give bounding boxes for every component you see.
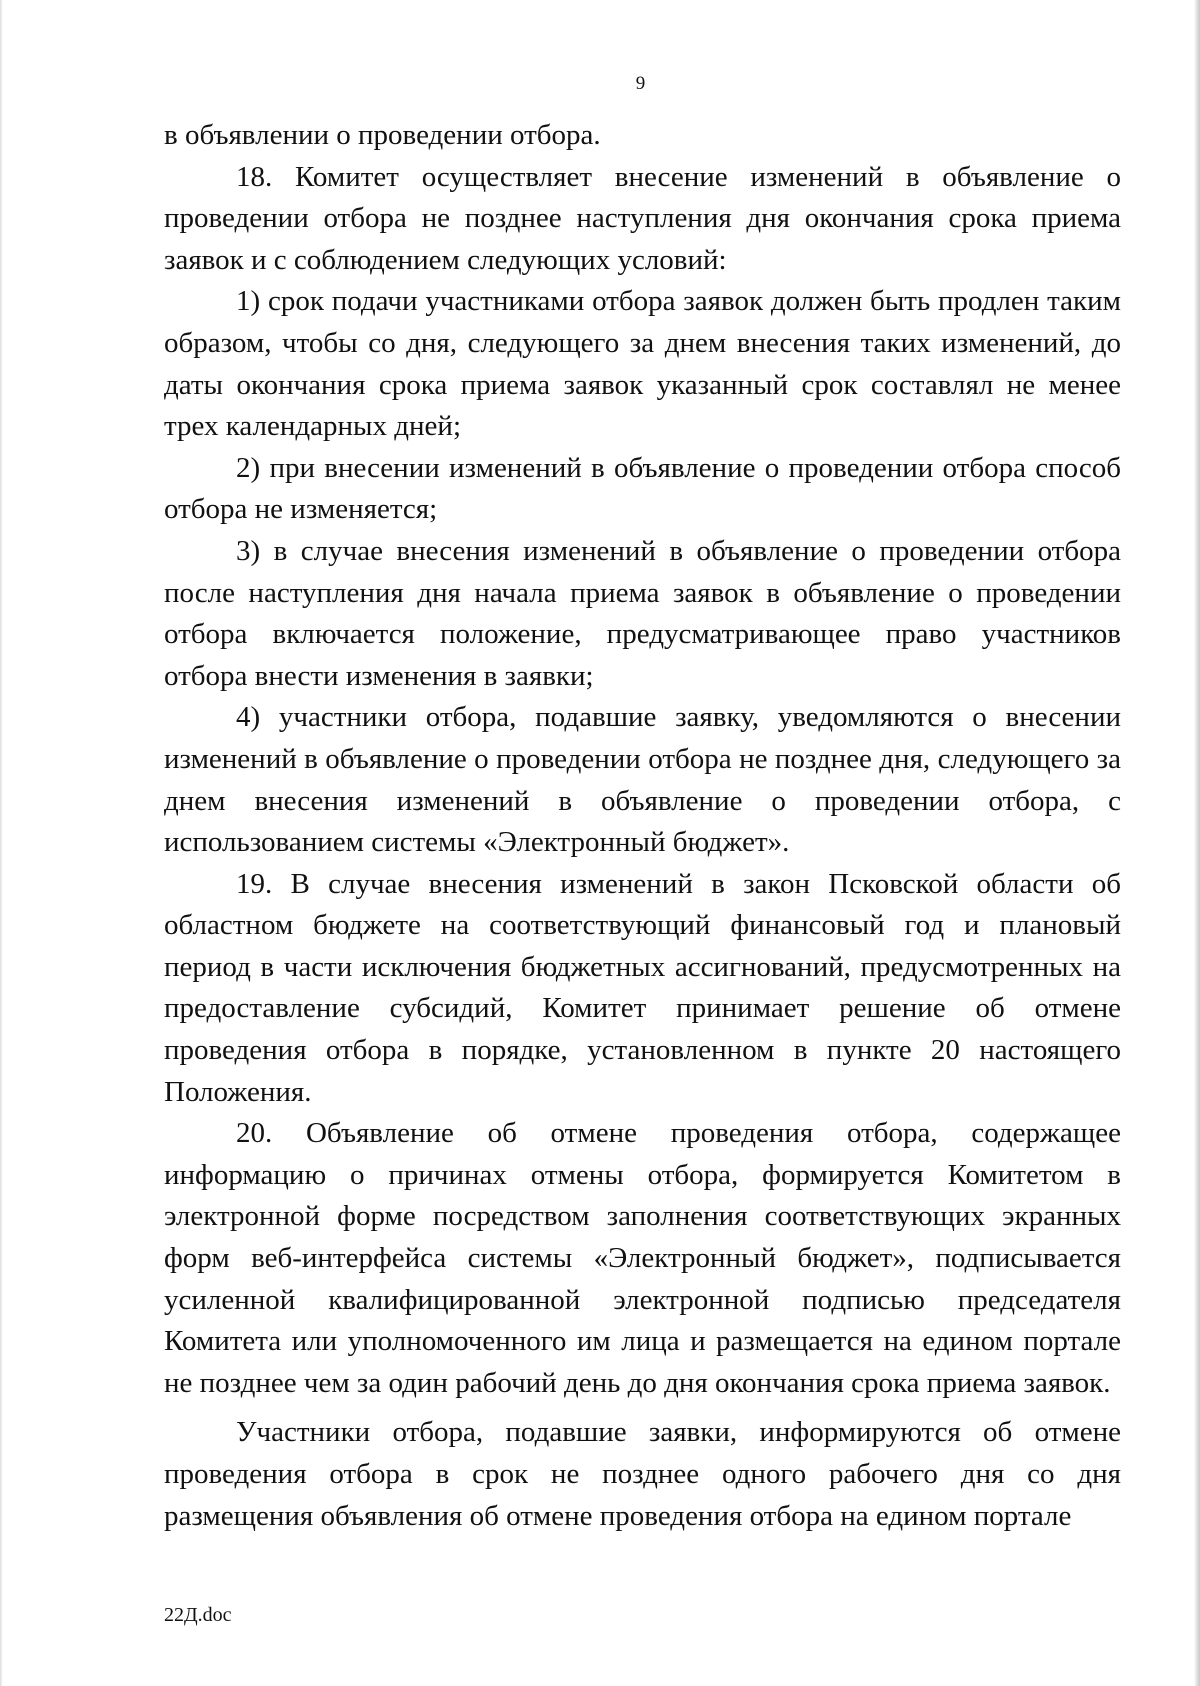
paragraph-item-20: 20. Объявление об отмене проведения отбора, содержащее информацию о причинах отмены отбора, формируется Комитетом в электронной форме посредством заполнения соответствующих экранных форм веб-интерфейса системы «Электронный бюджет», подписывается усиленной квалифицированной электронной подписью председателя Комитета или уполномоченного им лица и размещается на едином портале не позднее чем за один рабочий день до дня окончания срока приема заявок. (164, 1117, 1121, 1399)
paragraph-subitem-1: 1) срок подачи участниками отбора заявок должен быть продлен таким образом, чтобы со дня, следующего за днем внесения таких изменений, до даты окончания срока приема заявок указанный срок составлял не менее трех календарных дней; (164, 285, 1121, 443)
paragraph-item-19: 19. В случае внесения изменений в закон Псковской области об областном бюджете на соответствующий финансовый год и плановый период в части исключения бюджетных ассигнований, предусмотренных на предоставление субсидий, Комитет принимает решение об отмене проведения отбора в порядке, установленном в пункте 20 настоящего Положения. (164, 867, 1121, 1108)
paragraph-subitem-4: 4) участники отбора, подавшие заявку, уведомляются о внесении изменений в объявление о проведении отбора не позднее дня, следующего за днем внесения изменений в объявление о проведении отбора, с использованием системы «Электронный бюджет». (164, 701, 1121, 859)
scan-edge-right (1194, 0, 1200, 1686)
paragraph-subitem-2: 2) при внесении изменений в объявление о проведении отбора способ отбора не изменяется; (164, 451, 1121, 526)
footer-filename: 22Д.doc (164, 1604, 232, 1626)
page-number: 9 (635, 73, 646, 94)
paragraph-continuation: в объявлении о проведении отбора. (164, 119, 601, 151)
paragraph-participants-notice: Участники отбора, подавшие заявки, информируются об отмене проведения отбора в срок не позднее одного рабочего дня со дня размещения объявления об отмене проведения отбора на едином портале (164, 1416, 1121, 1532)
paragraph-subitem-3: 3) в случае внесения изменений в объявление о проведении отбора после наступления дня начала приема заявок в объявление о проведении отбора включается положение, предусматривающее право участников отбора внести изменения в заявки; (164, 534, 1121, 692)
document-body (164, 115, 1121, 1537)
scan-edge-left (0, 0, 3, 1686)
paragraph-item-18: 18. Комитет осуществляет внесение изменений в объявление о проведении отбора не позднее наступления дня окончания срока приема заявок и с соблюдением следующих условий: (164, 160, 1121, 276)
